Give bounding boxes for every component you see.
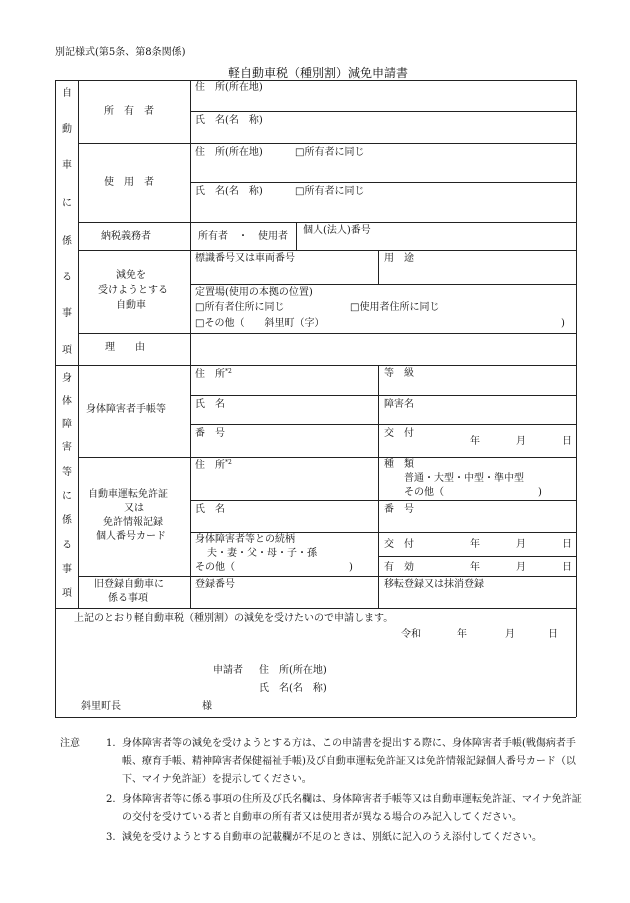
note-number: 1. [106, 738, 116, 749]
footnote-mark: *2 [225, 368, 232, 375]
license-label-line: 個人番号カード [96, 531, 166, 542]
license-kind-other[interactable]: その他（ [404, 487, 444, 498]
disability-label-char: 事 [62, 564, 72, 575]
storage-other-checkbox[interactable]: □その他（ 斜里町（字） [195, 318, 325, 329]
disability-label-char: 障 [62, 419, 72, 430]
applicant-label: 申請者 [213, 665, 243, 676]
license-address-field[interactable] [195, 460, 232, 471]
handbook-issued-label: 交 付 [384, 428, 414, 439]
vehicle-label-char: 事 [62, 308, 72, 319]
license-valid-label: 有 効 [384, 562, 414, 573]
user-same-as-owner-checkbox[interactable] [295, 148, 364, 158]
note-item [70, 829, 588, 847]
registration-number-field[interactable]: 登録番号 [195, 579, 235, 590]
note-item [60, 735, 588, 789]
disability-label-char: 項 [62, 588, 72, 599]
note-text: 身体障害者等に係る事項の住所及び氏名欄は、身体障害者手帳等又は自動車運転免許証、マイナ免許証の交付を受けている者と自動車の所有者又は使用者が異なる場合のみ記入してください。 [122, 794, 582, 823]
date-month[interactable]: 月 [505, 629, 515, 640]
relation-label: 身体障害者等との続柄 [195, 534, 295, 545]
date-day[interactable]: 日 [548, 629, 558, 640]
plate-number-field[interactable]: 標識番号又は車両番号 [195, 253, 295, 264]
form-reference: 別記様式(第5条、第8条関係) [55, 47, 186, 58]
applicant-name-field[interactable]: 氏 名(名 称) [259, 683, 327, 694]
same-owner-address-checkbox[interactable]: □所有者住所に同じ [195, 302, 285, 313]
license-label-line: 又は [124, 503, 144, 514]
handbook-label: 身体障害者手帳等 [86, 404, 166, 415]
note-text: 身体障害者等の減免を受けようとする方は、この申請書を提出する際に、身体障害者手帳(戦傷病者手帳、療育手帳、精神障害者保健福祉手帳)及び自動車運転免許証又は免許情報記録個人番号カード（以下、マイナ免許証）を提示してください。 [122, 738, 576, 785]
license-issued-year: 年 [470, 539, 480, 550]
disability-label-char: 体 [62, 396, 72, 407]
handbook-issued-year: 年 [470, 436, 480, 447]
note-text: 減免を受けようとする自動車の記載欄が不足のときは、別紙に記入のうえ添付してください。 [122, 832, 542, 843]
license-issued-day: 日 [562, 539, 572, 550]
taxpayer-label: 納税義務者 [101, 231, 151, 242]
owner-address-field[interactable]: 住 所(所在地) [195, 82, 263, 93]
transfer-registration-field[interactable]: 移転登録又は抹消登録 [384, 579, 484, 590]
vehicle-label-char: 自 [62, 88, 72, 99]
vehicle-label-char: に [62, 198, 72, 209]
disability-label-char: る [62, 540, 72, 551]
user-name-same-as-owner-checkbox[interactable] [295, 187, 364, 197]
handbook-issued-month: 月 [516, 436, 526, 447]
license-valid-year: 年 [470, 562, 480, 573]
storage-other-close: ) [561, 318, 565, 329]
license-kind-other-close: ) [538, 487, 542, 498]
disability-label-char: に [62, 491, 72, 502]
user-name-field[interactable]: 氏 名(名 称) [195, 186, 263, 197]
reason-label: 理 由 [105, 342, 145, 353]
relation-options[interactable]: 夫・妻・父・母・子・孫 [207, 548, 317, 559]
note-number: 2. [106, 794, 116, 805]
footnote-mark: *2 [225, 459, 232, 466]
note-number: 3. [106, 832, 116, 843]
vehicle-label-char: 係 [62, 236, 72, 247]
license-label-line: 免許情報記録 [103, 517, 163, 528]
license-number-field[interactable]: 番 号 [384, 504, 414, 515]
vehicle-label-char: 項 [62, 345, 72, 356]
date-era: 令和 [401, 629, 421, 640]
license-kind-label: 種 類 [384, 459, 414, 470]
relation-other-close: ) [349, 562, 353, 573]
purpose-field[interactable]: 用 途 [384, 253, 414, 264]
user-label: 使 用 者 [104, 177, 154, 188]
same-user-address-checkbox[interactable]: □使用者住所に同じ [350, 302, 440, 313]
license-issued-month: 月 [516, 539, 526, 550]
declaration-text: 上記のとおり軽自動車税（種別割）の減免を受けたいので申請します。 [74, 613, 394, 624]
checkbox-label: □所有者に同じ [295, 186, 365, 197]
reason-field[interactable] [192, 335, 574, 363]
license-name-field[interactable]: 氏 名 [195, 504, 225, 515]
notes [60, 735, 588, 847]
form-title: 軽自動車税（種別割）減免申請書 [228, 66, 409, 80]
vehicle-label-char: 車 [62, 160, 72, 171]
old-vehicle-label-line: 旧登録自動車に [94, 579, 164, 590]
old-vehicle-label-line: 係る事項 [108, 593, 148, 604]
owner-label: 所 有 者 [104, 106, 154, 117]
license-kind-options[interactable]: 普通・大型・中型・準中型 [404, 473, 524, 484]
storage-place-label: 定置場(使用の本拠の位置) [195, 287, 313, 298]
vehicle-label-line: 自動車 [116, 300, 146, 311]
address-label: 住 所 [195, 369, 225, 380]
disability-label-char: 害 [62, 442, 72, 453]
disability-name-field[interactable]: 障害名 [384, 399, 414, 410]
notes-lead: 注意 [60, 738, 80, 749]
note-item [70, 791, 588, 827]
applicant-address-field[interactable]: 住 所(所在地) [259, 665, 327, 676]
addressee: 斜里町長 [81, 701, 121, 712]
vehicle-label-line: 受けようとする [98, 285, 168, 296]
handbook-number-field[interactable]: 番 号 [195, 428, 225, 439]
grade-field[interactable]: 等 級 [384, 368, 414, 379]
date-year[interactable]: 年 [457, 629, 467, 640]
user-address-field[interactable]: 住 所(所在地) [195, 147, 263, 158]
vehicle-label-char: 動 [62, 124, 72, 135]
handbook-name-field[interactable]: 氏 名 [195, 399, 225, 410]
relation-other[interactable]: その他（ [195, 562, 235, 573]
license-valid-day: 日 [562, 562, 572, 573]
disability-label-char: 係 [62, 515, 72, 526]
address-label: 住 所 [195, 460, 225, 471]
vehicle-label-line: 減免を [116, 270, 146, 281]
license-label-line: 自動車運転免許証 [88, 489, 168, 500]
disability-label-char: 身 [62, 373, 72, 384]
license-issued-label: 交 付 [384, 539, 414, 550]
license-valid-month: 月 [516, 562, 526, 573]
taxpayer-choice[interactable]: 所有者 ・ 使用者 [198, 231, 288, 242]
handbook-address-field[interactable] [195, 369, 232, 380]
disability-label-char: 等 [62, 467, 72, 478]
personal-number-field[interactable]: 個人(法人)番号 [303, 225, 371, 236]
checkbox-label: □所有者に同じ [295, 147, 365, 158]
honorific: 様 [202, 701, 212, 712]
vehicle-label-char: る [62, 272, 72, 283]
owner-name-field[interactable]: 氏 名(名 称) [195, 115, 263, 126]
handbook-issued-day: 日 [562, 436, 572, 447]
